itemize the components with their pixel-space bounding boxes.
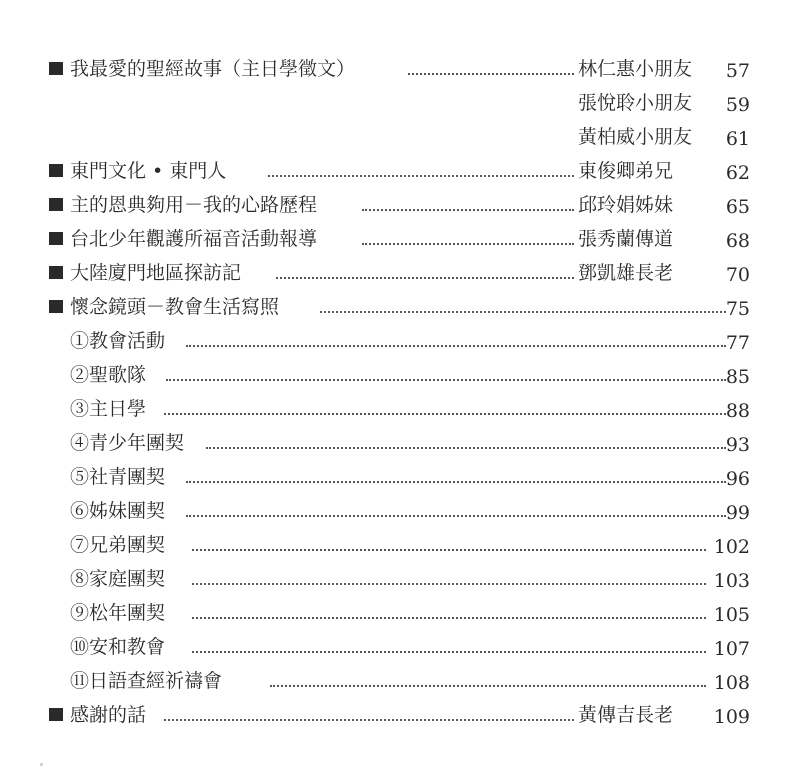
entry-author: 張秀蘭傳道: [578, 228, 674, 250]
entry-author: 東俊卿弟兄: [578, 160, 674, 182]
toc-entry[interactable]: [0, 120, 800, 154]
entry-title: ⑥姊妹團契: [70, 500, 166, 522]
entry-page-number: 70: [725, 264, 750, 286]
dot-leader: [320, 311, 726, 313]
toc-entry[interactable]: [0, 290, 800, 324]
square-bullet-icon: [49, 198, 63, 211]
entry-page-number: 105: [713, 604, 750, 626]
dot-leader: [186, 515, 726, 517]
entry-page-number: 88: [725, 400, 750, 422]
toc-entry[interactable]: [0, 256, 800, 290]
entry-author: 張悅聆小朋友: [578, 92, 693, 114]
dot-leader: [192, 617, 706, 619]
entry-author: 鄧凱雄長老: [578, 262, 674, 284]
toc-entry[interactable]: [0, 154, 800, 188]
entry-page-number: 62: [725, 162, 750, 184]
entry-title: ④青少年團契: [70, 432, 185, 454]
entry-title: ③主日學: [70, 398, 147, 420]
square-bullet-icon: [49, 708, 63, 721]
toc-entry[interactable]: [0, 494, 800, 528]
dot-leader: [270, 685, 706, 687]
square-bullet-icon: [49, 300, 63, 313]
entry-title: 懷念鏡頭－教會生活寫照: [70, 296, 280, 318]
dot-leader: [408, 73, 574, 75]
entry-title: ②聖歌隊: [70, 364, 147, 386]
entry-page-number: 77: [725, 332, 750, 354]
entry-title: ⑦兄弟團契: [70, 534, 166, 556]
entry-page-number: 61: [725, 128, 750, 150]
entry-title: 台北少年觀護所福音活動報導: [70, 228, 318, 250]
entry-title: 我最愛的聖經故事（主日學徵文）: [70, 58, 356, 80]
entry-author: 林仁惠小朋友: [578, 58, 693, 80]
dot-leader: [166, 379, 726, 381]
entry-page-number: 96: [725, 468, 750, 490]
toc-entry[interactable]: [0, 528, 800, 562]
toc-entry[interactable]: [0, 392, 800, 426]
dot-leader: [192, 549, 706, 551]
entry-page-number: 102: [713, 536, 750, 558]
entry-page-number: 109: [713, 706, 750, 728]
toc-entry[interactable]: [0, 596, 800, 630]
dot-leader: [362, 243, 574, 245]
entry-page-number: 59: [725, 94, 750, 116]
paper-speck: [40, 763, 43, 766]
dot-leader: [268, 175, 574, 177]
entry-page-number: 108: [713, 672, 750, 694]
entry-page-number: 107: [713, 638, 750, 660]
entry-page-number: 103: [713, 570, 750, 592]
entry-title: ⑧家庭團契: [70, 568, 166, 590]
entry-page-number: 68: [725, 230, 750, 252]
entry-page-number: 75: [725, 298, 750, 320]
toc-entry[interactable]: [0, 188, 800, 222]
entry-author: 黃柏威小朋友: [578, 126, 693, 148]
entry-title: ⑩安和教會: [70, 636, 166, 658]
entry-title: 東門文化 • 東門人: [70, 160, 227, 182]
toc-entry[interactable]: [0, 86, 800, 120]
toc-entry[interactable]: [0, 426, 800, 460]
dot-leader: [192, 651, 706, 653]
entry-page-number: 65: [725, 196, 750, 218]
entry-title: 感謝的話: [70, 704, 147, 726]
square-bullet-icon: [49, 266, 63, 279]
entry-page-number: 85: [725, 366, 750, 388]
square-bullet-icon: [49, 164, 63, 177]
toc-entry[interactable]: [0, 562, 800, 596]
square-bullet-icon: [49, 232, 63, 245]
entry-title: ⑤社青團契: [70, 466, 166, 488]
entry-title: ①教會活動: [70, 330, 166, 352]
toc-entry[interactable]: [0, 358, 800, 392]
entry-title: 大陸廈門地區探訪記: [70, 262, 242, 284]
toc-entry[interactable]: [0, 222, 800, 256]
entry-page-number: 57: [725, 60, 750, 82]
dot-leader: [186, 345, 726, 347]
entry-page-number: 93: [725, 434, 750, 456]
dot-leader: [186, 481, 726, 483]
entry-title: 主的恩典夠用－我的心路歷程: [70, 194, 318, 216]
entry-title: ⑨松年團契: [70, 602, 166, 624]
entry-author: 黃傳吉長老: [578, 704, 674, 726]
dot-leader: [276, 277, 574, 279]
toc-entry[interactable]: [0, 52, 800, 86]
entry-author: 邱玲娟姊妹: [578, 194, 674, 216]
toc-entry[interactable]: [0, 460, 800, 494]
entry-title: ⑪日語查經祈禱會: [70, 670, 223, 692]
toc-entry[interactable]: [0, 698, 800, 732]
square-bullet-icon: [49, 62, 63, 75]
dot-leader: [206, 447, 726, 449]
toc-entry[interactable]: [0, 664, 800, 698]
toc-entry[interactable]: [0, 324, 800, 358]
entry-page-number: 99: [725, 502, 750, 524]
dot-leader: [362, 209, 574, 211]
dot-leader: [164, 413, 726, 415]
dot-leader: [164, 719, 574, 721]
dot-leader: [192, 583, 706, 585]
toc-entry[interactable]: [0, 630, 800, 664]
